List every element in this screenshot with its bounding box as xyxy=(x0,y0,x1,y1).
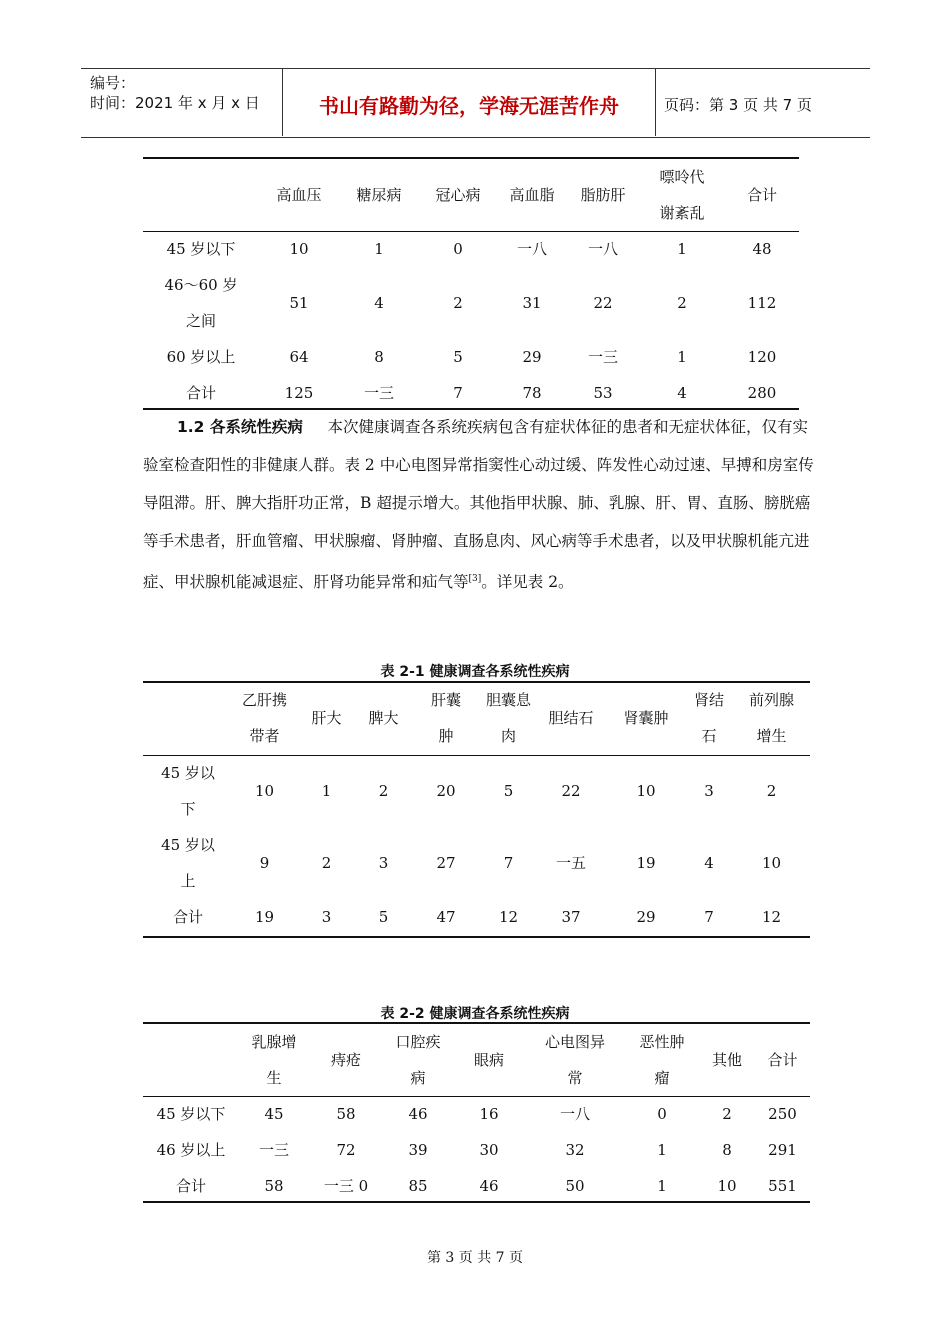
table-rule xyxy=(143,1201,810,1203)
table-header-row xyxy=(143,1023,810,1097)
table-row xyxy=(143,339,799,375)
table-1 xyxy=(143,159,799,231)
column-header: 合计 xyxy=(767,1051,798,1069)
table-cell: 29 xyxy=(636,908,656,926)
column-header xyxy=(143,159,259,231)
table-cell: 8 xyxy=(374,348,384,366)
table-row xyxy=(143,899,810,935)
table-cell: 1 xyxy=(321,782,332,800)
table-cell: 72 xyxy=(336,1141,356,1159)
table-cell: 27 xyxy=(436,854,456,872)
column-header: 肝大 xyxy=(311,709,342,727)
table-cell: 112 xyxy=(747,294,777,312)
table-cell: 125 xyxy=(284,384,314,402)
table-cell: 3 xyxy=(321,908,332,926)
table-cell: 2 xyxy=(453,294,463,312)
table-row xyxy=(143,1168,810,1204)
table-cell: 2 xyxy=(378,782,389,800)
row-label: 合计 xyxy=(175,1177,206,1195)
table-cell: 58 xyxy=(264,1177,284,1195)
header-number-label: 编号： xyxy=(90,74,136,92)
table-row xyxy=(143,1132,810,1168)
table-row xyxy=(143,231,799,267)
paragraph-text: 本次健康调查各系统疾病包含有症状体征的患者和无症状体征，仅有实验室检查阳性的非健康人群。表 2 中心电图异常指窦性心动过缓、阵发性心动过速、早搏和房室传导阻滞。肝、脾大指肝功正常，B 超提示增大。其他指甲状腺、肺、乳腺、肝、胃、直肠、膀胱癌等手术患者，肝血管瘤、甲状腺瘤、肾肿瘤、直肠息肉、风心病等手术患者，以及甲状腺机能亢进症、甲状腺机能减退症、肝肾功能异常和疝气等 xyxy=(143,418,814,592)
column-header: 脂肪肝 xyxy=(580,186,626,204)
table-header-row xyxy=(143,681,810,755)
table-cell: 10 xyxy=(289,240,309,258)
table-cell: 47 xyxy=(436,908,456,926)
table-caption: 表 2-2 健康调查各系统性疾病 xyxy=(380,1006,570,1022)
column-header: 心电图异常 xyxy=(544,1033,605,1087)
section-paragraph xyxy=(143,408,823,601)
table-cell: 8 xyxy=(722,1141,732,1159)
table-cell: 一五 xyxy=(555,854,586,872)
table-cell: 10 xyxy=(254,782,275,800)
column-header: 合计 xyxy=(746,186,777,204)
table-cell: 58 xyxy=(336,1105,356,1123)
column-header: 肝囊肿 xyxy=(430,691,461,745)
row-label: 46～60 岁之间 xyxy=(164,276,238,330)
table-cell: 37 xyxy=(561,908,581,926)
table-2-2-body xyxy=(143,1096,810,1204)
table-cell: 291 xyxy=(768,1141,797,1159)
column-header xyxy=(143,1023,239,1097)
table-cell: 78 xyxy=(522,384,542,402)
table-cell: 30 xyxy=(479,1141,499,1159)
table-cell: 46 xyxy=(408,1105,428,1123)
table-1-body xyxy=(143,231,799,411)
table-2-1-body xyxy=(143,755,810,935)
table-cell: 10 xyxy=(717,1177,737,1195)
column-header: 胆囊息肉 xyxy=(486,691,532,745)
table-cell: 551 xyxy=(768,1177,797,1195)
column-header: 其他 xyxy=(711,1051,742,1069)
table-cell: 250 xyxy=(768,1105,797,1123)
table-cell: 7 xyxy=(704,908,714,926)
table-cell: 51 xyxy=(289,294,309,312)
table-cell: 一三 xyxy=(587,348,618,366)
table-2-2 xyxy=(143,1023,810,1097)
table-cell: 20 xyxy=(436,782,456,800)
table-cell: 31 xyxy=(522,294,542,312)
section-heading: 1.2 各系统性疾病 xyxy=(177,418,303,436)
column-header: 高血脂 xyxy=(509,186,555,204)
table-cell: 32 xyxy=(565,1141,585,1159)
table-cell: 39 xyxy=(408,1141,428,1159)
table-cell: 22 xyxy=(561,782,581,800)
table-cell: 9 xyxy=(259,854,270,872)
column-header: 口腔疾病 xyxy=(395,1033,441,1087)
table-cell: 29 xyxy=(522,348,542,366)
table-cell: 4 xyxy=(374,294,384,312)
table-row xyxy=(143,755,810,827)
column-header: 前列腺增生 xyxy=(748,691,794,745)
table-cell: 1 xyxy=(657,1177,667,1195)
table-cell: 4 xyxy=(677,384,687,402)
table-cell: 53 xyxy=(593,384,613,402)
table-cell: 4 xyxy=(704,854,714,872)
table-cell: 0 xyxy=(657,1105,667,1123)
column-header: 乙肝携带者 xyxy=(241,691,287,745)
table-rule xyxy=(143,936,810,938)
table-cell: 64 xyxy=(289,348,309,366)
table-cell: 5 xyxy=(378,908,389,926)
table-cell: 85 xyxy=(408,1177,428,1195)
table-cell: 2 xyxy=(766,782,777,800)
table-cell: 7 xyxy=(503,854,514,872)
table-cell: 16 xyxy=(479,1105,499,1123)
table-cell: 120 xyxy=(747,348,777,366)
column-header: 脾大 xyxy=(368,709,399,727)
header-page-label: 页码：第 3 页 共 7 页 xyxy=(664,96,812,114)
row-label: 合计 xyxy=(185,384,216,402)
table-2-1 xyxy=(143,681,810,755)
table-cell: 1 xyxy=(374,240,384,258)
table-cell: 12 xyxy=(498,908,519,926)
column-header: 痔疮 xyxy=(330,1051,361,1069)
table-cell: 3 xyxy=(378,854,389,872)
table-row xyxy=(143,375,799,411)
table-cell: 2 xyxy=(722,1105,732,1123)
table-cell: 7 xyxy=(453,384,463,402)
column-header: 恶性肿瘤 xyxy=(639,1033,685,1087)
table-cell: 50 xyxy=(565,1177,585,1195)
row-label: 合计 xyxy=(172,908,203,926)
column-header: 嘌呤代谢紊乱 xyxy=(659,168,705,222)
table-header-row xyxy=(143,159,799,231)
table-cell: 46 xyxy=(479,1177,499,1195)
table-caption: 表 2-1 健康调查各系统性疾病 xyxy=(380,664,570,680)
table-cell: 45 xyxy=(264,1105,284,1123)
column-header xyxy=(143,681,233,755)
table-cell: 一八 xyxy=(516,240,547,258)
row-label: 45 岁以上 xyxy=(161,836,215,890)
citation: [3] xyxy=(468,574,482,584)
table-cell: 一三 xyxy=(363,384,394,402)
table-cell: 2 xyxy=(321,854,332,872)
page-footer: 第 3 页 共 7 页 xyxy=(426,1250,524,1266)
header-time-label: 时间：2021 年 x 月 x 日 xyxy=(90,94,260,112)
paragraph-tail: 。详见表 2。 xyxy=(481,573,574,592)
table-cell: 12 xyxy=(761,908,782,926)
table-cell: 1 xyxy=(677,240,687,258)
table-row xyxy=(143,827,810,899)
column-header: 肾囊肿 xyxy=(623,709,669,727)
table-cell: 280 xyxy=(747,384,777,402)
row-label: 45 岁以下 xyxy=(156,1105,226,1123)
column-header: 肾结石 xyxy=(693,691,724,745)
row-label: 46 岁以上 xyxy=(156,1141,226,1159)
table-cell: 19 xyxy=(636,854,656,872)
table-cell: 10 xyxy=(761,854,782,872)
table-cell: 1 xyxy=(657,1141,667,1159)
column-header: 冠心病 xyxy=(435,186,481,204)
table-cell: 一八 xyxy=(559,1105,590,1123)
table-cell: 19 xyxy=(254,908,275,926)
column-header: 糖尿病 xyxy=(356,186,402,204)
table-cell: 10 xyxy=(636,782,656,800)
table-cell: 0 xyxy=(453,240,463,258)
table-cell: 5 xyxy=(503,782,514,800)
table-cell: 1 xyxy=(677,348,687,366)
table-cell: 48 xyxy=(752,240,772,258)
column-header: 高血压 xyxy=(276,186,322,204)
table-cell: 一三 0 xyxy=(323,1177,369,1195)
column-header: 眼病 xyxy=(473,1051,504,1069)
table-cell: 2 xyxy=(677,294,687,312)
table-cell: 5 xyxy=(453,348,463,366)
table-cell: 22 xyxy=(593,294,613,312)
table-row xyxy=(143,1096,810,1132)
table-cell: 一三 xyxy=(258,1141,289,1159)
row-label: 45 岁以下 xyxy=(166,240,236,258)
column-header: 乳腺增生 xyxy=(251,1033,297,1087)
row-label: 60 岁以上 xyxy=(166,348,236,366)
header-divider xyxy=(655,68,656,136)
column-header: 胆结石 xyxy=(548,709,594,727)
table-cell: 一八 xyxy=(587,240,618,258)
row-label: 45 岁以下 xyxy=(161,764,215,818)
header-motto: 书山有路勤为径，学海无涯苦作舟 xyxy=(319,94,619,118)
table-row xyxy=(143,267,799,339)
table-cell: 3 xyxy=(704,782,714,800)
